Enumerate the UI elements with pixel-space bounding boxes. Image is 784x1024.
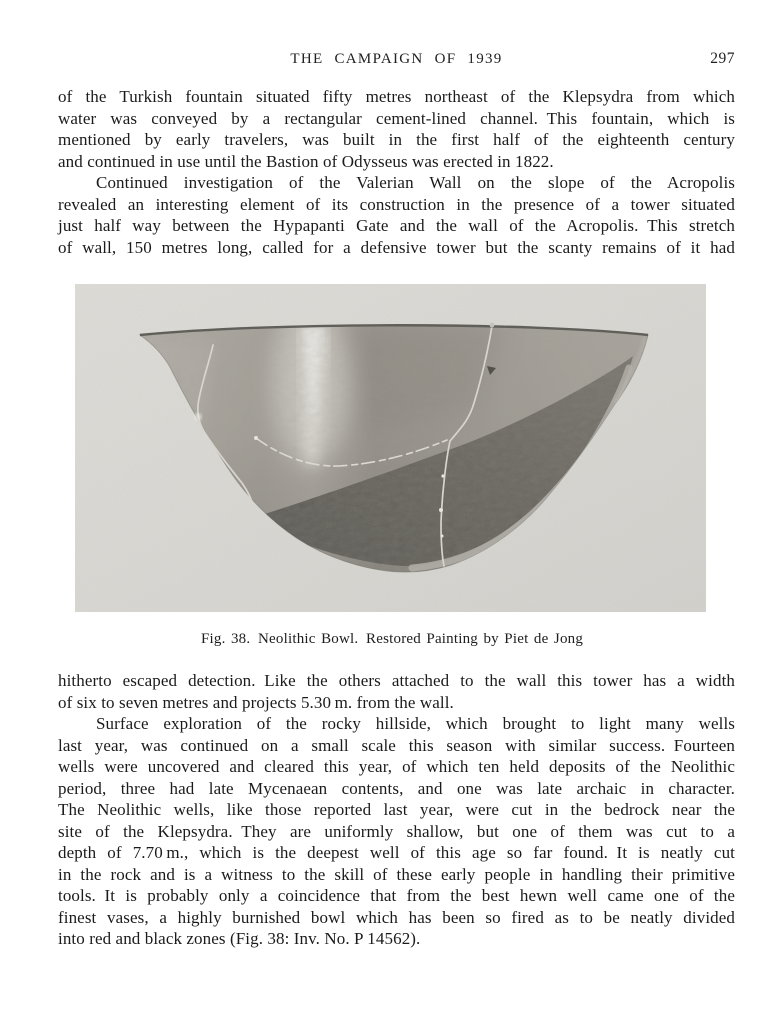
figure-caption: Fig. 38. Neolithic Bowl. Restored Painting by Piet de Jong xyxy=(200,631,584,647)
text-line: depth of 7.70 m., which is the deepest well of this age so far found. It is neatly cut xyxy=(58,843,735,862)
photo-grain xyxy=(75,284,706,612)
text-line: Surface exploration of the rocky hillside, which brought to light many wells xyxy=(96,714,735,733)
text-line: The Neolithic wells, like those reported last year, were cut in the bedrock near the xyxy=(58,800,735,819)
text-line: finest vases, a highly burnished bowl which has been so fired as to be neatly divided xyxy=(58,907,735,927)
text-line: of the Turkish fountain situated fifty metres northeast of the Klepsydra from which xyxy=(58,87,735,106)
text-line: of wall, 150 metres long, called for a defensive tower but the scanty remains of it had xyxy=(58,237,735,257)
text-line: mentioned by early travelers, was built in the first half of the eighteenth century xyxy=(58,130,735,149)
text-line: site of the Klepsydra. They are uniformly shallow, but one of them was cut to a xyxy=(58,821,735,841)
text-line: of six to seven metres and projects 5.30 m. from the wall. xyxy=(58,692,454,712)
figure-photo xyxy=(75,284,706,612)
text-line: tools. It is probably only a coincidence that from the best hewn well came one of the xyxy=(58,886,735,905)
text-line: revealed an interesting element of its construction in the presence of a tower situated xyxy=(58,194,735,214)
page-number: 297 xyxy=(710,50,735,67)
text-line: period, three had late Mycenaean contents, and one was late archaic in character. xyxy=(58,778,735,798)
text-line: Continued investigation of the Valerian Wall on the slope of the Acropolis xyxy=(96,173,735,192)
text-block-upper xyxy=(58,86,735,258)
text-line: in the rock and is a witness to the skill of these early people in handling their primitive xyxy=(58,864,735,884)
page-title: THE CAMPAIGN OF 1939 xyxy=(290,51,503,67)
text-block-lower xyxy=(58,670,735,950)
paragraph xyxy=(58,670,735,713)
text-line: wells were uncovered and cleared this year, of which ten held deposits of the Neolithic xyxy=(58,757,735,776)
text-line: last year, was continued on a small scale this season with similar success. Fourteen xyxy=(58,735,735,755)
text-line: and continued in use until the Bastion of Odysseus was erected in 1822. xyxy=(58,151,554,171)
paragraph xyxy=(58,713,735,950)
text-line: hitherto escaped detection. Like the others attached to the wall this tower has a width xyxy=(58,671,735,690)
text-line: into red and black zones (Fig. 38: Inv. No. P 14562). xyxy=(58,929,421,948)
text-line: just half way between the Hypapanti Gate and the wall of the Acropolis. This stretch xyxy=(58,216,735,235)
running-head xyxy=(58,48,735,70)
paragraph xyxy=(58,172,735,258)
paragraph xyxy=(58,86,735,172)
text-line: water was conveyed by a rectangular cement-lined channel. This fountain, which is xyxy=(58,108,735,128)
